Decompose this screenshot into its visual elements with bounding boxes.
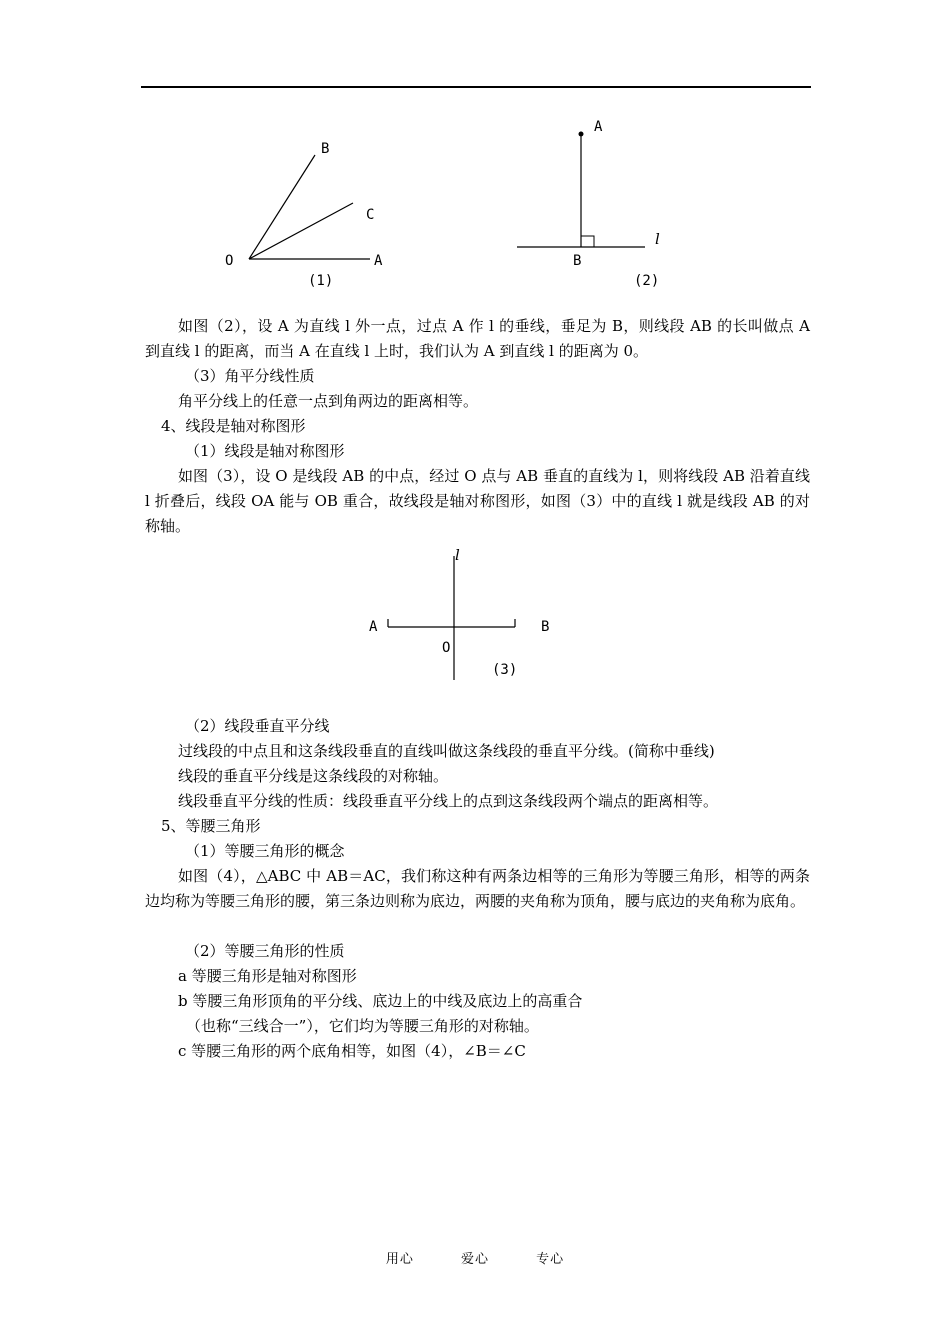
fig2-caption: (2) — [634, 273, 660, 289]
fig3-caption: (3) — [492, 662, 518, 678]
heading-section-5: 5、等腰三角形 — [161, 817, 261, 835]
fig3-label-A: A — [369, 619, 378, 635]
figure-1-angle — [215, 135, 395, 295]
fig1-label-O: O — [225, 253, 234, 269]
fig1-label-C: C — [366, 207, 375, 223]
para-property-b-note: （也称“三线合一”），它们均为等腰三角形的对称轴。 — [186, 1017, 539, 1035]
para-isosceles-definition: 如图（4），△ABC 中 AB＝AC，我们称这种有两条边相等的三角形为等腰三角形，相等的两条边均称为等腰三角形的腰，第三条边则称为底边，两腰的夹角称为顶角，腰与底边的夹角称为底角。 — [145, 867, 810, 910]
para-distance-definition: 如图（2），设 A 为直线 l 外一点，过点 A 作 l 的垂线，垂足为 B，则线段 AB 的长叫做点 A 到直线 l 的距离，而当 A 在直线 l 上时，我们认为 A 到直线 l 的距离为 0。 — [145, 317, 810, 360]
heading-section-4: 4、线段是轴对称图形 — [161, 417, 306, 435]
page-footer — [0, 1248, 950, 1267]
footer-item-2: 爱心 — [460, 1252, 489, 1267]
figure-3-segment-bisector — [360, 548, 560, 688]
para-property-c: c 等腰三角形的两个底角相等，如图（4），∠B＝∠C — [178, 1042, 526, 1060]
para-segment-symmetry: 如图（3），设 O 是线段 AB 的中点，经过 O 点与 AB 垂直的直线为 l，则将线段 AB 沿着直线 l 折叠后，线段 OA 能与 OB 重合，故线段是轴对称图形，如图（3）中的直线 l 就是线段 AB 的对称轴。 — [145, 467, 810, 535]
heading-5-2: （2）等腰三角形的性质 — [185, 942, 345, 960]
fig2-label-A: A — [594, 119, 603, 135]
footer-item-1: 用心 — [385, 1252, 414, 1267]
figure-2-perpendicular — [510, 112, 680, 294]
fig2-label-B: B — [573, 253, 582, 269]
fig1-caption: (1) — [308, 273, 334, 289]
header-rule — [141, 86, 811, 88]
heading-5-1: （1）等腰三角形的概念 — [185, 842, 345, 860]
para-angle-bisector: 角平分线上的任意一点到角两边的距离相等。 — [178, 392, 479, 410]
fig1-label-B: B — [321, 141, 330, 157]
para-property-b: b 等腰三角形顶角的平分线、底边上的中线及底边上的高重合 — [178, 992, 583, 1010]
para-bisector-axis: 线段的垂直平分线是这条线段的对称轴。 — [178, 767, 449, 785]
fig3-label-O: O — [442, 640, 451, 656]
fig2-label-l: l — [655, 230, 660, 248]
heading-angle-bisector-property: （3）角平分线性质 — [185, 367, 315, 385]
footer-item-3: 专心 — [536, 1252, 565, 1267]
fig3-label-B: B — [541, 619, 550, 635]
para-bisector-property: 线段垂直平分线的性质：线段垂直平分线上的点到这条线段两个端点的距离相等。 — [178, 792, 719, 810]
heading-4-1: （1）线段是轴对称图形 — [185, 442, 345, 460]
para-property-a: a 等腰三角形是轴对称图形 — [178, 967, 357, 985]
para-bisector-definition: 过线段的中点且和这条线段垂直的直线叫做这条线段的垂直平分线。(简称中垂线) — [178, 742, 715, 760]
heading-4-2: （2）线段垂直平分线 — [185, 717, 330, 735]
fig3-label-l: l — [455, 548, 460, 564]
fig1-label-A: A — [374, 253, 383, 269]
